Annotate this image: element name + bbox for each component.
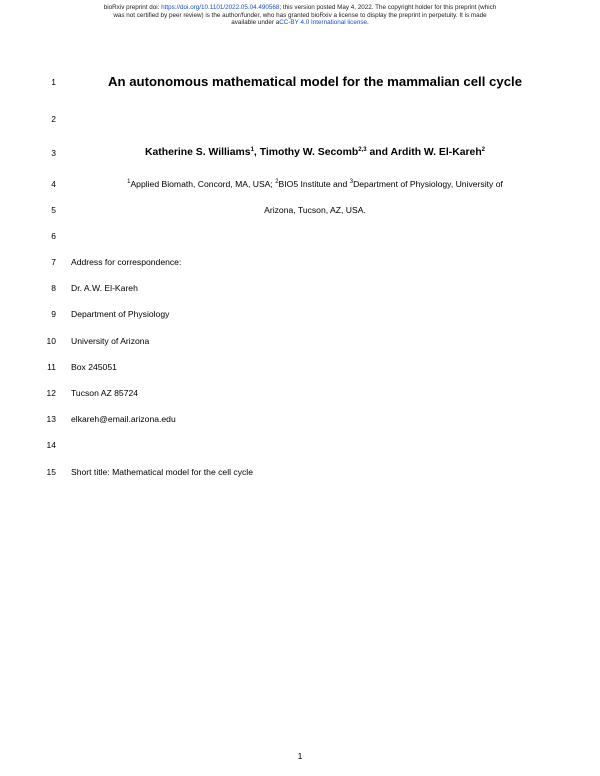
line-number: 1 xyxy=(51,77,56,87)
author-name: Timothy W. Secomb xyxy=(259,147,359,158)
manuscript-line-14 xyxy=(0,438,600,452)
notice-line-1: bioRxiv preprint doi: https://doi.org/10.1101/2022.05.04.490568; this version posted May 4, 2022. The copyright holder for this preprint (which xyxy=(103,4,497,11)
line-number: 7 xyxy=(51,257,56,267)
manuscript-line-6 xyxy=(0,229,600,243)
correspondence-box: Box 245051 xyxy=(71,362,117,372)
page-number: 1 xyxy=(297,751,303,761)
notice-line-3: available under aCC-BY 4.0 International license. xyxy=(231,19,369,27)
line-number: 2 xyxy=(51,114,56,124)
notice-line-2: was not certified by peer review) is the author/funder, who has granted bioRxiv a license to display the preprint in perpetuity. It is made xyxy=(113,11,487,19)
correspondence-city: Tucson AZ 85724 xyxy=(71,388,139,398)
author-name: Katherine S. Williams xyxy=(144,147,251,158)
line-number: 11 xyxy=(47,362,56,372)
author-list: Katherine S. Williams$^1$, Timothy W. Secomb$^{2,3}$ and Ardith W. El-Kareh$^2$ xyxy=(144,147,486,158)
manuscript-line-10 xyxy=(0,334,600,348)
line-number: 12 xyxy=(46,388,56,398)
line-number: 5 xyxy=(51,205,56,215)
manuscript-line-4 xyxy=(0,177,600,191)
manuscript-line-13 xyxy=(0,412,600,426)
correspondence-name: Dr. A.W. El-Kareh xyxy=(71,283,138,293)
correspondence-heading: Address for correspondence: xyxy=(71,257,182,267)
paper-title: An autonomous mathematical model for the mammalian cell cycle xyxy=(107,74,523,89)
doi-link[interactable]: https://doi.org/10.1101/2022.05.04.490568 xyxy=(161,4,280,11)
line-number: 10 xyxy=(46,336,56,346)
manuscript-line-1 xyxy=(0,75,600,89)
correspondence-university: University of Arizona xyxy=(71,336,150,346)
manuscript-line-2 xyxy=(0,112,600,126)
license-link[interactable]: CC-BY 4.0 International license xyxy=(279,19,367,27)
manuscript-line-7 xyxy=(0,255,600,269)
manuscript-line-12 xyxy=(0,386,600,400)
correspondence-department: Department of Physiology xyxy=(71,309,170,319)
manuscript-line-9 xyxy=(0,307,600,321)
line-number: 3 xyxy=(51,148,56,158)
author-affiliation-mark: 1 xyxy=(250,147,254,153)
line-number: 13 xyxy=(46,414,56,424)
affiliation-line-1: $^1$Applied Biomath, Concord, MA, USA; $^2$BIO5 Institute and $^3$Department of Physiology, University of xyxy=(127,179,503,189)
preprint-notice xyxy=(30,4,570,27)
line-number: 4 xyxy=(51,179,56,189)
line-number: 6 xyxy=(51,231,56,241)
short-title: Short title: Mathematical model for the cell cycle xyxy=(71,467,253,477)
line-number: 9 xyxy=(51,309,56,319)
author-affiliation-mark: 2 xyxy=(481,147,486,153)
manuscript-line-15 xyxy=(0,465,600,479)
affiliation-line-2: Arizona, Tucson, AZ, USA. xyxy=(264,205,366,215)
line-number: 14 xyxy=(46,440,56,450)
manuscript-line-11 xyxy=(0,360,600,374)
line-number: 8 xyxy=(51,283,56,293)
manuscript-line-3 xyxy=(0,146,600,160)
correspondence-email[interactable]: elkareh@email.arizona.edu xyxy=(71,414,176,424)
line-number: 15 xyxy=(46,467,56,477)
manuscript-line-5 xyxy=(0,203,600,217)
manuscript-line-8 xyxy=(0,281,600,295)
author-name: Ardith W. El-Kareh xyxy=(390,147,482,158)
author-affiliation-mark: 2,3 xyxy=(358,147,367,153)
